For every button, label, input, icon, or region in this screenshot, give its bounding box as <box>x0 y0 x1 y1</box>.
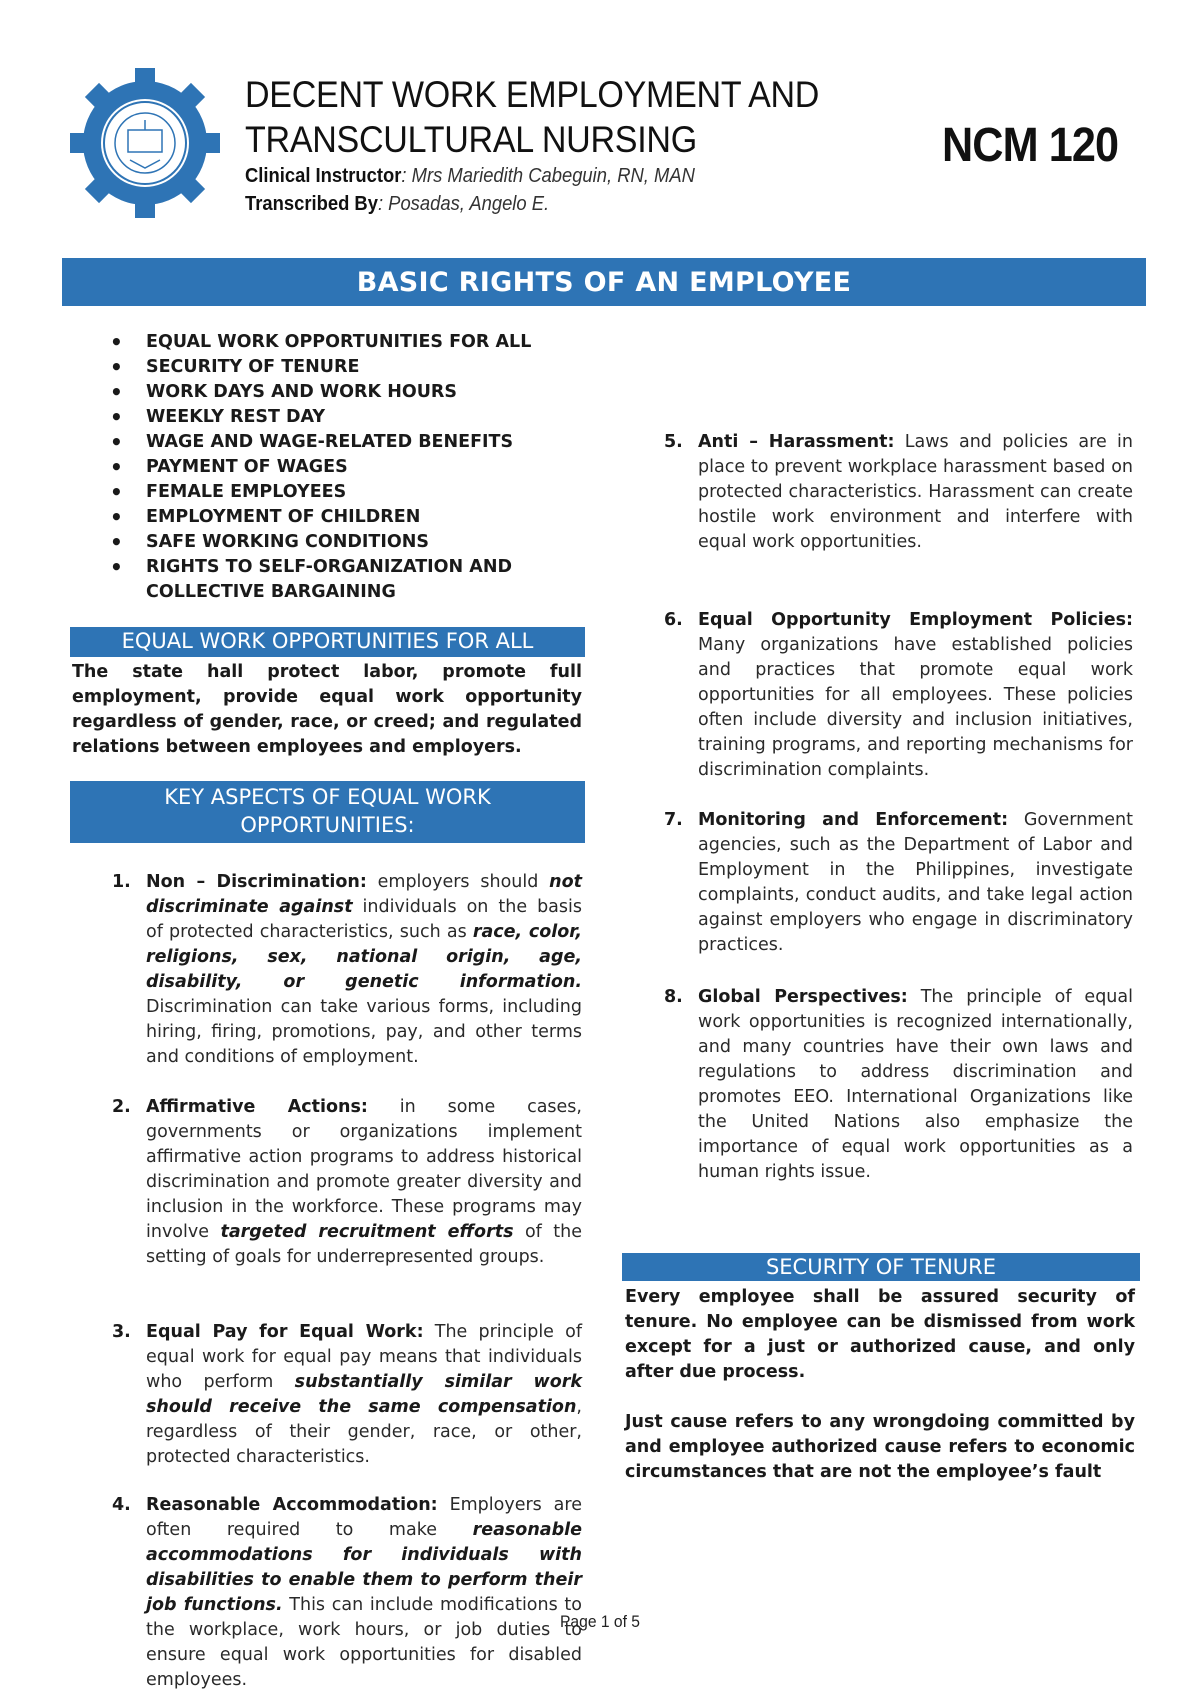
item-text: The principle of equal work opportunities is recognized internationally, and many countries have their own laws and regulations to address discrimination and promotes EEO. International Organizations like the United Nations also emphasize the importance of equal work opportunities as a human rights issue. <box>698 987 1133 1182</box>
item-text: The principle of equal work for equal pay means that individuals who perform <box>146 1322 582 1392</box>
aspect-item-8 <box>664 985 1133 1185</box>
item-emphasis: substantially similar work should receive the same compensation <box>146 1372 582 1417</box>
item-text: Many organizations have established policies and practices that promote equal work opportunities for all employees. These policies often include diversity and inclusion initiatives, training programs, and reporting mechanisms for discrimination complaints. <box>698 635 1133 780</box>
list-item: • EQUAL WORK OPPORTUNITIES FOR ALL <box>108 330 588 355</box>
item-number: 2. <box>112 1097 131 1117</box>
item-text: of the setting of goals for underrepresented groups. <box>146 1222 582 1267</box>
item-title: Global Perspectives: <box>698 987 908 1007</box>
aspect-item-2 <box>112 1095 582 1270</box>
item-title: Reasonable Accommodation: <box>146 1495 438 1515</box>
rights-list <box>108 330 588 605</box>
list-item: • FEMALE EMPLOYEES <box>108 480 588 505</box>
key-aspects-heading: KEY ASPECTS OF EQUAL WORK OPPORTUNITIES: <box>70 781 585 843</box>
tenure-text-1: Every employee shall be assured security of tenure. No employee can be dismissed from work except for a just or authorized cause, and only after due process. <box>625 1287 1135 1382</box>
item-number: 4. <box>112 1495 131 1515</box>
transcriber-name: : Posadas, Angelo E. <box>377 193 550 215</box>
item-emphasis: race, color, religions, sex, national origin, age, disability, or genetic information. <box>146 922 582 992</box>
page-number: Page 1 of 5 <box>559 1612 641 1631</box>
item-text: employers should <box>366 872 550 892</box>
instructor-line <box>245 165 695 188</box>
aspect-item-6 <box>664 608 1133 783</box>
title-line-1: DECENT WORK EMPLOYMENT AND <box>245 74 820 115</box>
transcriber-label: Transcribed By <box>245 193 378 215</box>
item-text: , regardless of their gender, race, or other, protected characteristics. <box>146 1397 582 1467</box>
item-number: 7. <box>664 810 683 830</box>
equal-work-text: The state hall protect labor, promote full employment, provide equal work opportunity regardless of gender, race, or creed; and regulated relations between employees and employers. <box>72 662 582 757</box>
instructor-name: : Mrs Mariedith Cabeguin, RN, MAN <box>401 165 695 187</box>
list-item: • WEEKLY REST DAY <box>108 405 588 430</box>
document-title <box>245 72 819 162</box>
item-title: Equal Pay for Equal Work: <box>146 1322 424 1342</box>
item-emphasis: targeted recruitment efforts <box>220 1222 514 1242</box>
title-line-2: TRANSCULTURAL NURSING <box>245 119 697 160</box>
school-logo <box>70 68 220 218</box>
section-banner: BASIC RIGHTS OF AN EMPLOYEE <box>62 258 1146 306</box>
course-code: NCM 120 <box>942 119 1119 172</box>
tenure-heading: SECURITY OF TENURE <box>622 1253 1140 1281</box>
item-title: Monitoring and Enforcement: <box>698 810 1009 830</box>
list-item: • RIGHTS TO SELF-ORGANIZATION AND COLLECTIVE BARGAINING <box>108 555 588 605</box>
item-text: This can include modifications to the workplace, work hours, or job duties to ensure equal work opportunities for disabled employees. <box>146 1595 582 1690</box>
item-title: Anti – Harassment: <box>698 432 895 452</box>
item-emphasis: reasonable accommodations for individuals with disabilities to enable them to perform their job functions. <box>146 1520 582 1615</box>
list-item: • PAYMENT OF WAGES <box>108 455 588 480</box>
list-item: • SECURITY OF TENURE <box>108 355 588 380</box>
aspect-item-1 <box>112 870 582 1070</box>
aspect-item-7 <box>664 808 1133 958</box>
item-number: 6. <box>664 610 683 630</box>
item-text: Laws and policies are in place to prevent workplace harassment based on protected characteristics. Harassment can create hostile work environment and interfere with equal work opportunities. <box>698 432 1133 552</box>
instructor-label: Clinical Instructor <box>245 165 402 187</box>
item-title: Non – Discrimination: <box>146 872 367 892</box>
item-text: individuals on the basis of protected characteristics, such as <box>146 897 582 942</box>
item-number: 1. <box>112 872 131 892</box>
school-seal-gear-icon <box>70 68 220 218</box>
tenure-text-2: Just cause refers to any wrongdoing committed by and employee authorized cause refers to economic circumstances that are not the employee’s fault <box>625 1412 1135 1482</box>
aspect-item-4 <box>112 1493 582 1693</box>
list-item: • EMPLOYMENT OF CHILDREN <box>108 505 588 530</box>
transcriber-line <box>245 193 549 216</box>
equal-work-heading: EQUAL WORK OPPORTUNITIES FOR ALL <box>70 627 585 657</box>
item-number: 5. <box>664 432 683 452</box>
item-text: Employers are often required to make <box>146 1495 582 1540</box>
aspect-item-3 <box>112 1320 582 1470</box>
list-item: • WAGE AND WAGE-RELATED BENEFITS <box>108 430 588 455</box>
aspect-item-5 <box>664 430 1133 555</box>
list-item: • SAFE WORKING CONDITIONS <box>108 530 588 555</box>
item-emphasis: not discriminate against <box>146 872 582 917</box>
item-text: Discrimination can take various forms, including hiring, firing, promotions, pay, and other terms and conditions of employment. <box>146 997 582 1067</box>
item-text: in some cases, governments or organizations implement affirmative action programs to address historical discrimination and promote greater diversity and inclusion in the workforce. These programs may involve <box>146 1097 582 1242</box>
item-text: Government agencies, such as the Department of Labor and Employment in the Philippines, investigate complaints, conduct audits, and take legal action against employers who engage in discriminatory practices. <box>698 810 1133 955</box>
item-number: 3. <box>112 1322 131 1342</box>
item-title: Equal Opportunity Employment Policies: <box>698 610 1133 630</box>
item-number: 8. <box>664 987 683 1007</box>
item-title: Affirmative Actions: <box>146 1097 368 1117</box>
list-item: • WORK DAYS AND WORK HOURS <box>108 380 588 405</box>
